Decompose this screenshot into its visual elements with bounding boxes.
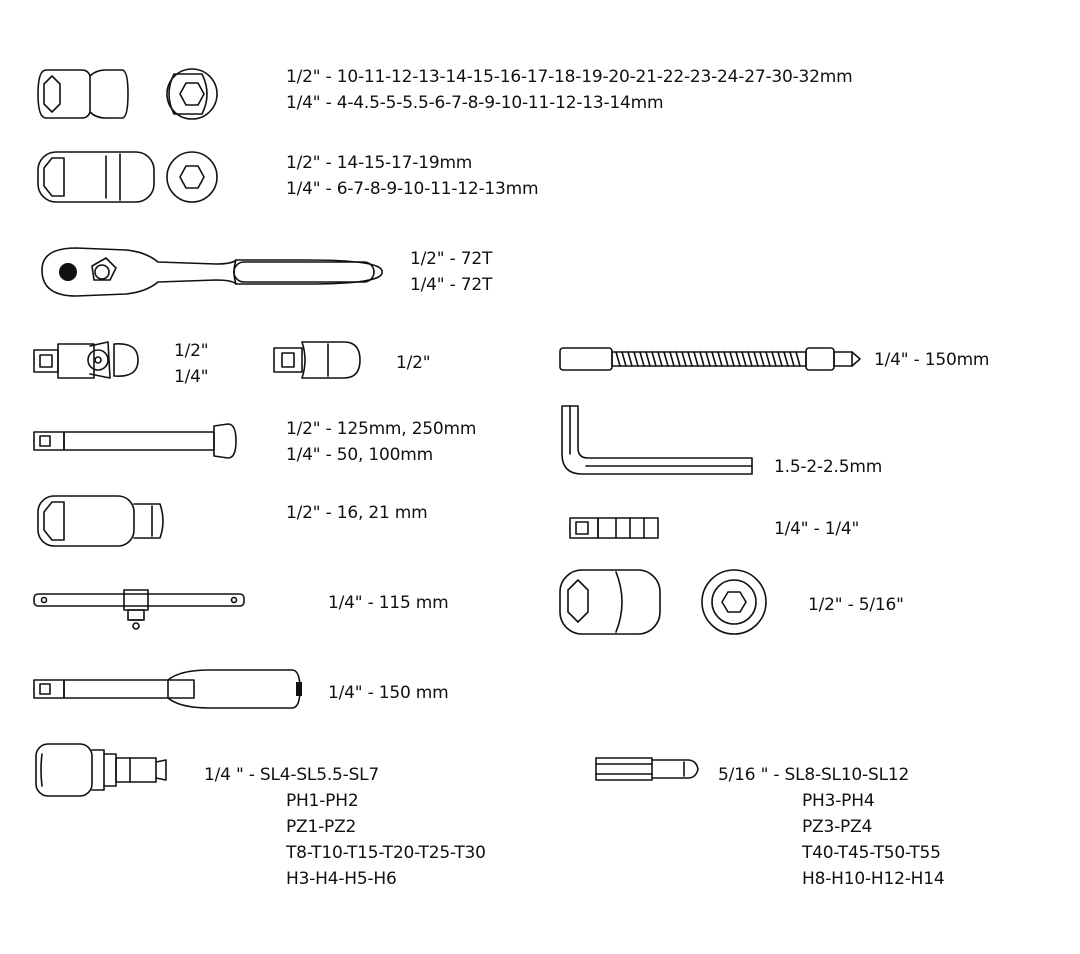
extension-bar-icon xyxy=(30,420,245,462)
bit-holder-socket-label: 1/2" - 5/16" xyxy=(808,595,904,615)
hex-key-icon xyxy=(556,402,766,480)
universal-joint-label: 1/2" 1/4" xyxy=(174,341,209,387)
extension-bar-label: 1/2" - 125mm, 250mm 1/4" - 50, 100mm xyxy=(286,419,477,465)
bit-adapter-label: 1/4" - 1/4" xyxy=(774,519,860,539)
flexible-extension-label: 1/4" - 150mm xyxy=(874,350,990,370)
t-bar-icon xyxy=(30,586,252,634)
universal-joint-icon xyxy=(30,336,160,384)
spark-plug-socket-icon xyxy=(34,492,174,552)
spinner-handle-icon xyxy=(30,668,310,712)
adapter-icon xyxy=(270,336,370,386)
bit-holder-socket-icon xyxy=(556,566,776,640)
spinner-handle-label: 1/4" - 150 mm xyxy=(328,683,449,703)
bit-socket-icon xyxy=(32,740,182,802)
deep-socket-label: 1/2" - 14-15-17-19mm 1/4" - 6-7-8-9-10-11-12-13mm xyxy=(286,153,539,199)
screwdriver-bit-label: 5/16 " - SL8-SL10-SL12 PH3-PH4 PZ3-PZ4 T40-T45-T50-T55 H8-H10-H12-H14 xyxy=(718,765,945,889)
screwdriver-bit-icon xyxy=(592,752,706,786)
ratchet-icon xyxy=(36,240,386,302)
deep-socket-icon xyxy=(34,148,234,208)
standard-socket-icon xyxy=(32,64,232,124)
flexible-extension-icon xyxy=(556,344,866,374)
ratchet-label: 1/2" - 72T 1/4" - 72T xyxy=(410,249,493,295)
standard-socket-label: 1/2" - 10-11-12-13-14-15-16-17-18-19-20-21-22-23-24-27-30-32mm 1/4" - 4-4.5-5-5.5-6-7-8-9-10-11-12-13-14mm xyxy=(286,67,853,113)
t-bar-label: 1/4" - 115 mm xyxy=(328,593,449,613)
hex-key-label: 1.5-2-2.5mm xyxy=(774,457,883,477)
spark-plug-socket-label: 1/2" - 16, 21 mm xyxy=(286,503,428,523)
adapter-label: 1/2" xyxy=(396,353,431,373)
bit-socket-label: 1/4 " - SL4-SL5.5-SL7 PH1-PH2 PZ1-PZ2 T8-T10-T15-T20-T25-T30 H3-H4-H5-H6 xyxy=(204,765,486,889)
bit-adapter-icon xyxy=(556,512,666,542)
